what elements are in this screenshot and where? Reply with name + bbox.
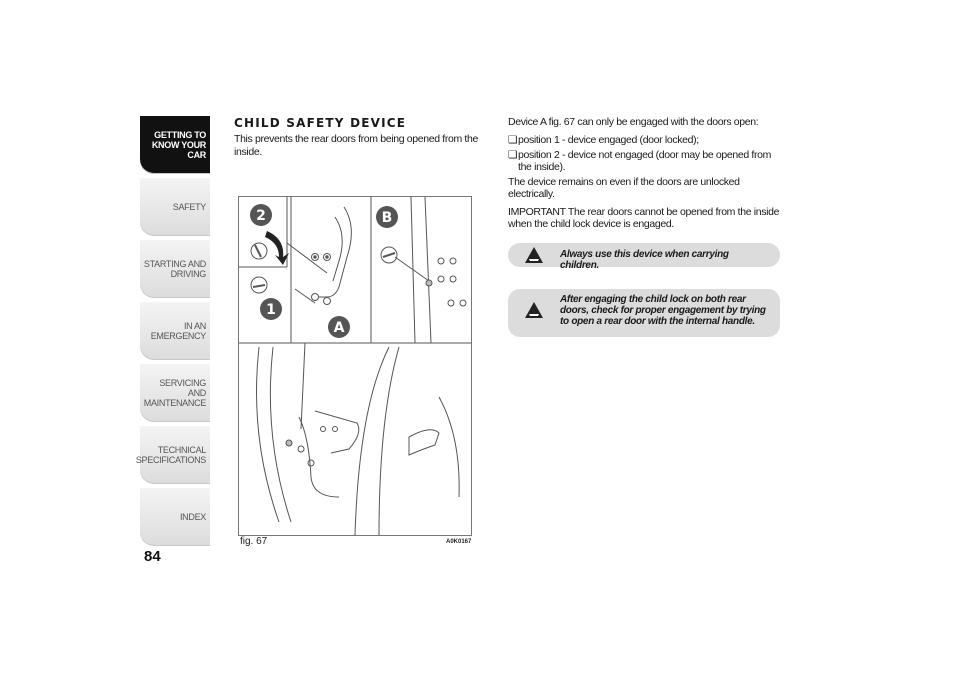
warning-text: After engaging the child lock on both rear doors, check for proper engagement by trying to open a rear door with the internal handle. xyxy=(560,294,766,327)
tab-safety[interactable] xyxy=(140,178,210,236)
warning-text: Always use this device when carrying children. xyxy=(560,249,729,271)
door-lock-illustration xyxy=(239,197,471,535)
figure-code: A0K0167 xyxy=(446,539,472,545)
bullet-text: position 1 - device engaged (door locked); xyxy=(518,133,699,146)
label-a: A xyxy=(333,320,345,336)
tab-label: GETTING TO KNOW YOUR CAR xyxy=(151,130,206,160)
tab-in-an-emergency[interactable] xyxy=(140,302,210,360)
tab-label: TECHNICAL SPECIFICATIONS xyxy=(135,445,206,465)
checkbox-bullet-icon: ❏ xyxy=(508,133,518,146)
paragraph-device-a: Device A fig. 67 can only be engaged with the doors open: xyxy=(508,116,759,128)
tab-label: INDEX xyxy=(179,512,206,522)
tab-label: SAFETY xyxy=(172,202,206,212)
figure-67 xyxy=(238,196,472,536)
page-number: 84 xyxy=(144,548,161,565)
section-heading: CHILD SAFETY DEVICE xyxy=(234,116,407,130)
warning-box-check-lock xyxy=(508,289,780,337)
label-1: 1 xyxy=(266,302,276,318)
tab-servicing-and-maintenance[interactable] xyxy=(140,364,210,422)
warning-box-children xyxy=(508,243,780,271)
tab-getting-to-know-your-car[interactable] xyxy=(140,116,210,174)
checkbox-bullet-icon: ❏ xyxy=(508,148,518,161)
tab-technical-specifications[interactable] xyxy=(135,426,210,484)
tab-starting-and-driving[interactable] xyxy=(140,240,210,298)
bullet-text: position 2 - device not engaged (door may be opened from the inside). xyxy=(518,148,771,173)
label-b: B xyxy=(381,210,393,226)
warning-triangle-icon xyxy=(524,301,544,319)
tab-label: SERVICING AND MAINTENANCE xyxy=(143,378,206,408)
figure-caption: fig. 67 xyxy=(240,536,268,547)
label-2: 2 xyxy=(256,208,266,224)
right-column xyxy=(508,116,780,236)
warning-triangle-icon xyxy=(524,246,544,264)
list-item xyxy=(508,149,780,173)
paragraph-important: IMPORTANT The rear doors cannot be opened from the inside when the child lock device is engaged. xyxy=(508,205,780,230)
intro-text: This prevents the rear doors from being opened from the inside. xyxy=(234,133,478,158)
tab-index[interactable] xyxy=(140,488,210,546)
paragraph-electric-unlock: The device remains on even if the doors are unlocked electrically. xyxy=(508,175,740,200)
tab-label: IN AN EMERGENCY xyxy=(150,321,206,341)
list-item xyxy=(508,134,780,146)
tab-label: STARTING AND DRIVING xyxy=(143,259,206,279)
